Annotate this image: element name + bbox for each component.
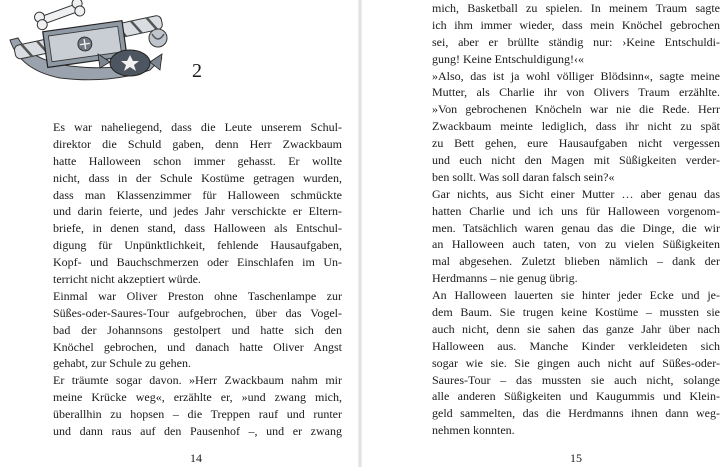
page-number-left: 14 <box>190 451 202 465</box>
text-line: terricht nicht akzeptiert würde. <box>53 272 201 287</box>
text-line: gehabt, zur Schule zu gehen. <box>53 356 191 371</box>
text-line: »Von gebrochenen Knöcheln war nie die Rede. Herr <box>432 102 720 117</box>
text-line: an Halloween auch taten, von zu vielen Süßigkeiten <box>432 237 720 252</box>
text-line: auch nicht, denn sie sahen das ganze Jahr über nach <box>432 321 720 336</box>
text-line: sei, aber er brüllte ständig nur: ›Keine Entschuldi- <box>432 34 720 49</box>
text-line: Herdmanns – nie genug übrig. <box>432 271 578 286</box>
text-line: bad der Johannsons gestolpert und hatte sich den <box>53 322 342 337</box>
text-line: hatten Charlie und ich uns für Halloween vorgenom- <box>432 203 720 218</box>
text-line: und dann raus auf den Pausenhof –, und er zwang <box>53 424 342 439</box>
halloween-candy-illustration <box>0 0 175 92</box>
text-line: Knöchel gebrochen, und danach hatte Oliver Angst <box>53 339 342 354</box>
text-line: direktor die Schuld gaben, denn Herr Zwackbaum <box>53 136 342 151</box>
text-line: Saures-Tour – das mussten sie auch nicht, solange <box>432 372 720 387</box>
text-line: überallhin zu hopsen – die Treppen rauf und runter <box>53 407 342 422</box>
text-line: mal abgesehen. Zuletzt blieben nämlich – dank der <box>432 254 720 269</box>
text-line: dass man Klassenzimmer für Halloween schmückte <box>53 187 342 202</box>
text-line: Zwackbaum meinte lediglich, dass ihr nicht zu spät <box>432 119 720 134</box>
chapter-number: 2 <box>192 60 202 82</box>
text-line: gung! Keine Entschuldigung!‹« <box>432 51 584 66</box>
text-line: und euch nicht den Magen mit Süßigkeiten verder- <box>432 153 720 168</box>
text-line: nicht, dass in der Schule Kostüme getragen wurden, <box>53 170 342 185</box>
text-line: Er träumte sogar davon. »Herr Zwackbaum nahm mir <box>53 373 342 388</box>
text-line: Kopf- und Bauchschmerzen oder Einschlafen im Un- <box>53 255 342 270</box>
text-line: meine Krücke weg«, erzählte er, »und zwang mich, <box>53 390 342 405</box>
text-line: digung für Unpünktlichkeit, fehlende Hausaufgaben, <box>53 238 342 253</box>
text-line: An Halloween lauerten sie hinter jeder Ecke und je- <box>432 288 720 303</box>
text-line: Gar nichts, aus Sicht einer Mutter … aber genau das <box>432 186 720 201</box>
text-line: hatte Halloween schon immer gehasst. Er wollte <box>53 153 342 168</box>
text-line: briefe, in denen stand, dass Halloween als Entschul- <box>53 221 342 236</box>
text-line: sogar wie sie. Sie gingen auch nicht auf Süßes-oder- <box>432 355 720 370</box>
text-line: alle anderen Süßigkeiten und Kaugummis und Klein- <box>432 389 720 404</box>
text-line: dem Baum. Sie trugen keine Kostüme – mussten sie <box>432 305 720 320</box>
text-line: geld sammelten, das die Herdmanns ihnen dann weg- <box>432 406 720 421</box>
text-line: Süßes-oder-Saures-Tour aufgebrochen, über das Vogel- <box>53 305 342 320</box>
text-line: Einmal war Oliver Preston ohne Taschenlampe zur <box>53 288 342 303</box>
text-line: Halloween aus. Manche Kinder verkleideten sich <box>432 338 720 353</box>
text-line: men. Tatsächlich waren genau das die Dinge, die wir <box>432 220 720 235</box>
text-line: mich, Basketball zu spielen. In meinem Traum sagte <box>432 1 720 15</box>
text-line: und darin feierte, und jedes Jahr verschickte er Eltern- <box>53 204 342 219</box>
text-line: ich ihm immer wieder, dass mein Knöchel gebrochen <box>432 17 720 32</box>
text-line: Mutter, als Charlie ihr von Olivers Traum erzählte. <box>432 85 720 100</box>
page-number-right: 15 <box>570 451 582 465</box>
text-line: nehmen konnten. <box>432 423 515 438</box>
text-line: »Also, das ist ja wohl völliger Blödsinn«, sagte meine <box>432 68 720 83</box>
text-line: Es war naheliegend, dass die Leute unserem Schul- <box>53 120 342 134</box>
right-page-text <box>432 0 720 439</box>
text-line: ben sollt. Was soll daran falsch sein?« <box>432 169 615 184</box>
text-line: zu Bett gehen, eure Hausaufgaben nicht vergessen <box>432 136 720 151</box>
left-page-text <box>53 119 342 440</box>
